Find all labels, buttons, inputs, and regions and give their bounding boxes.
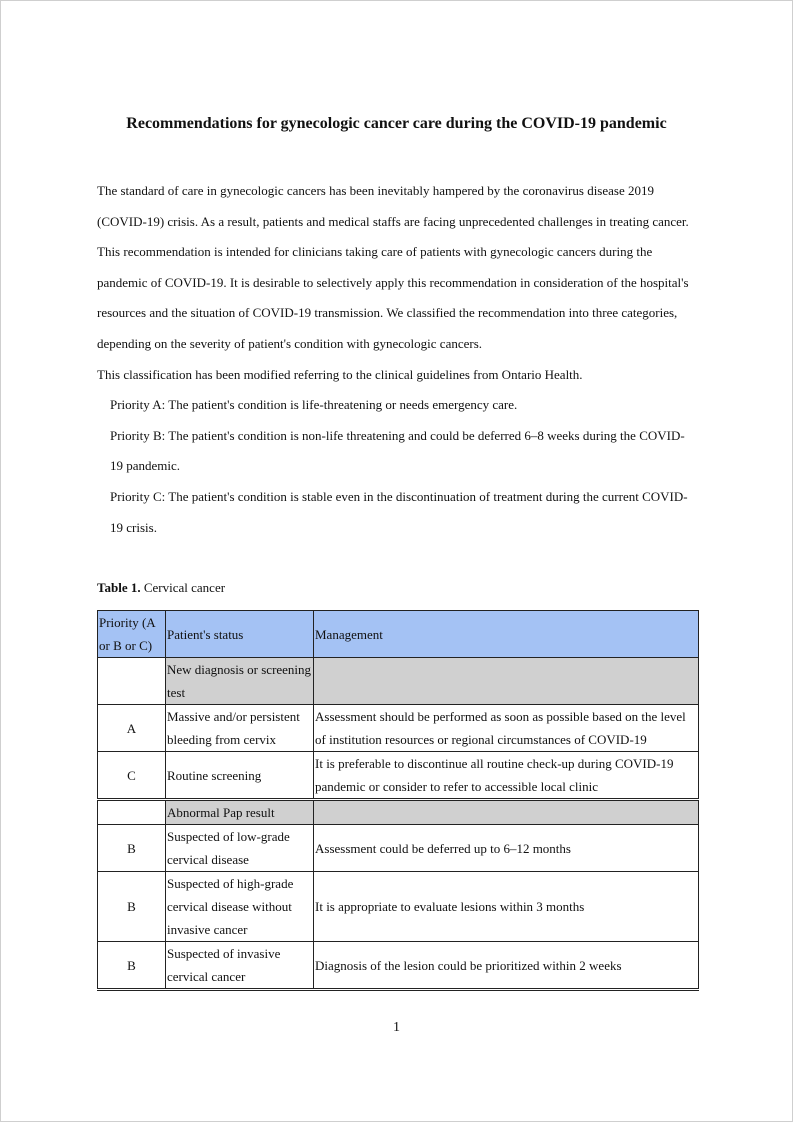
table-row	[98, 872, 699, 942]
status-cell: Suspected of invasive cervical cancer	[166, 942, 314, 990]
section-row-abnormal-pap	[98, 800, 699, 825]
table-caption	[97, 577, 225, 599]
header-priority: Priority (A or B or C)	[98, 611, 166, 658]
intro-paragraph: The standard of care in gynecologic cancers has been inevitably hampered by the coronavirus disease 2019 (COVID-19) crisis. As a result, patients and medical staffs are facing unprecedented challenges in treating cancer. This recommendation is intended for clinicians taking care of patients with gynecologic cancers during the pandemic of COVID-19. It is desirable to selectively apply this recommendation in consideration of the hospital's resources and the situation of COVID-19 transmission. We classified the recommendation into three categories, depending on the severity of patient's condition with gynecologic cancers.	[97, 183, 689, 351]
table-row	[98, 752, 699, 800]
table-row	[98, 825, 699, 872]
priority-cell: B	[98, 872, 166, 942]
priority-c-definition: Priority C: The patient's condition is stable even in the discontinuation of treatment during the current COVID-19 crisis.	[110, 488, 688, 535]
priority-b-definition: Priority B: The patient's condition is non-life threatening and could be deferred 6–8 weeks during the COVID-19 pandemic.	[110, 427, 685, 474]
header-management: Management	[314, 611, 699, 658]
section-row-new-diagnosis	[98, 658, 699, 705]
status-cell: Suspected of high-grade cervical disease without invasive cancer	[166, 872, 314, 942]
classification-note: This classification has been modified referring to the clinical guidelines from Ontario Health.	[97, 366, 583, 382]
table-caption-text: Cervical cancer	[140, 580, 226, 595]
section-empty-cell	[314, 658, 699, 705]
management-cell: It is preferable to discontinue all routine check-up during COVID-19 pandemic or consider to refer to accessible local clinic	[314, 752, 699, 800]
management-cell: Assessment could be deferred up to 6–12 months	[314, 825, 699, 872]
table-row	[98, 705, 699, 752]
cervical-cancer-table	[97, 610, 699, 991]
table-caption-label: Table 1.	[97, 580, 141, 595]
status-cell: Routine screening	[166, 752, 314, 800]
table-header-row	[98, 611, 699, 658]
section-empty-cell	[98, 658, 166, 705]
priority-a-definition: Priority A: The patient's condition is life-threatening or needs emergency care.	[110, 397, 518, 413]
table-row	[98, 942, 699, 990]
management-cell: Assessment should be performed as soon as possible based on the level of institution resources or regional circumstances of COVID-19	[314, 705, 699, 752]
section-empty-cell	[98, 800, 166, 825]
section-title: New diagnosis or screening test	[166, 658, 314, 705]
status-cell: Suspected of low-grade cervical disease	[166, 825, 314, 872]
header-patient-status: Patient's status	[166, 611, 314, 658]
intro-section	[97, 176, 697, 543]
priority-cell: B	[98, 942, 166, 990]
document-title: Recommendations for gynecologic cancer care during the COVID-19 pandemic	[126, 115, 667, 132]
priority-cell: B	[98, 825, 166, 872]
management-cell: It is appropriate to evaluate lesions within 3 months	[314, 872, 699, 942]
priority-cell: A	[98, 705, 166, 752]
section-empty-cell	[314, 800, 699, 825]
status-cell: Massive and/or persistent bleeding from cervix	[166, 705, 314, 752]
section-title: Abnormal Pap result	[166, 800, 314, 825]
page-number: 1	[393, 1020, 400, 1035]
management-cell: Diagnosis of the lesion could be prioritized within 2 weeks	[314, 942, 699, 990]
priority-cell: C	[98, 752, 166, 800]
